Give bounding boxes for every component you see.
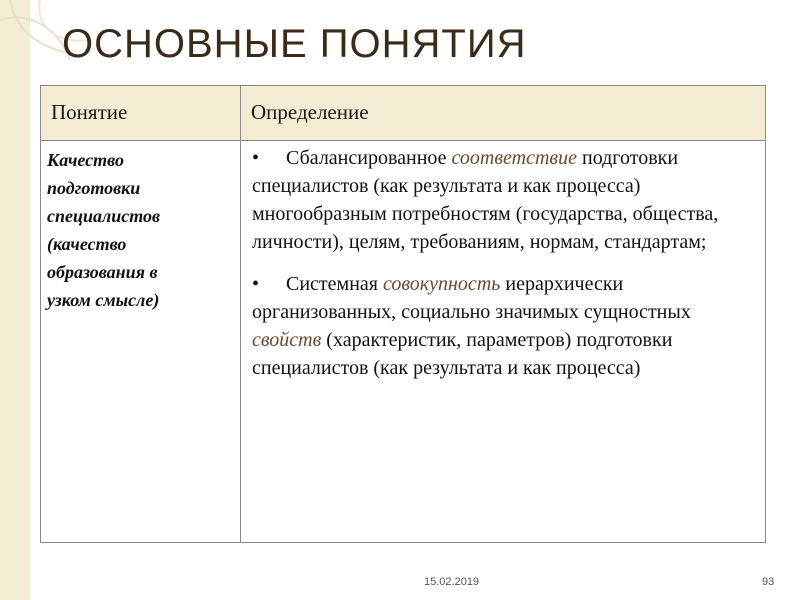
emphasis-text: соответствие [451, 147, 577, 169]
emphasis-text: свойств [252, 329, 322, 351]
header-concept: Понятие [51, 100, 128, 124]
emphasis-text: совокупность [382, 273, 501, 295]
bullet-icon: • [252, 273, 260, 295]
bullet-icon: • [252, 147, 260, 169]
definition-item: • Системная совокупность иерархически организованных, социально значимых сущностных свойств (характеристик, параметров) подготовки специалистов (как результата и как процесса) [252, 270, 758, 382]
definition-cell [252, 144, 758, 396]
page-number: 93 [762, 576, 775, 588]
header-definition: Определение [251, 100, 369, 124]
footer-date: 15.02.2019 [424, 576, 480, 588]
definition-item: • Сбалансированное соответствие подготовки специалистов (как результата и как процесса) многообразным потребностям (государства, общества, личности), целям, требованиям, нормам, стандартам; [252, 144, 758, 256]
term-cell: Качество подготовки специалистов (качество образования в узком смысле) [47, 150, 161, 310]
column-divider [240, 86, 241, 542]
slide-title: ОСНОВНЫЕ ПОНЯТИЯ [62, 22, 527, 66]
definitions-table [40, 85, 766, 543]
table-header-row [41, 86, 765, 141]
